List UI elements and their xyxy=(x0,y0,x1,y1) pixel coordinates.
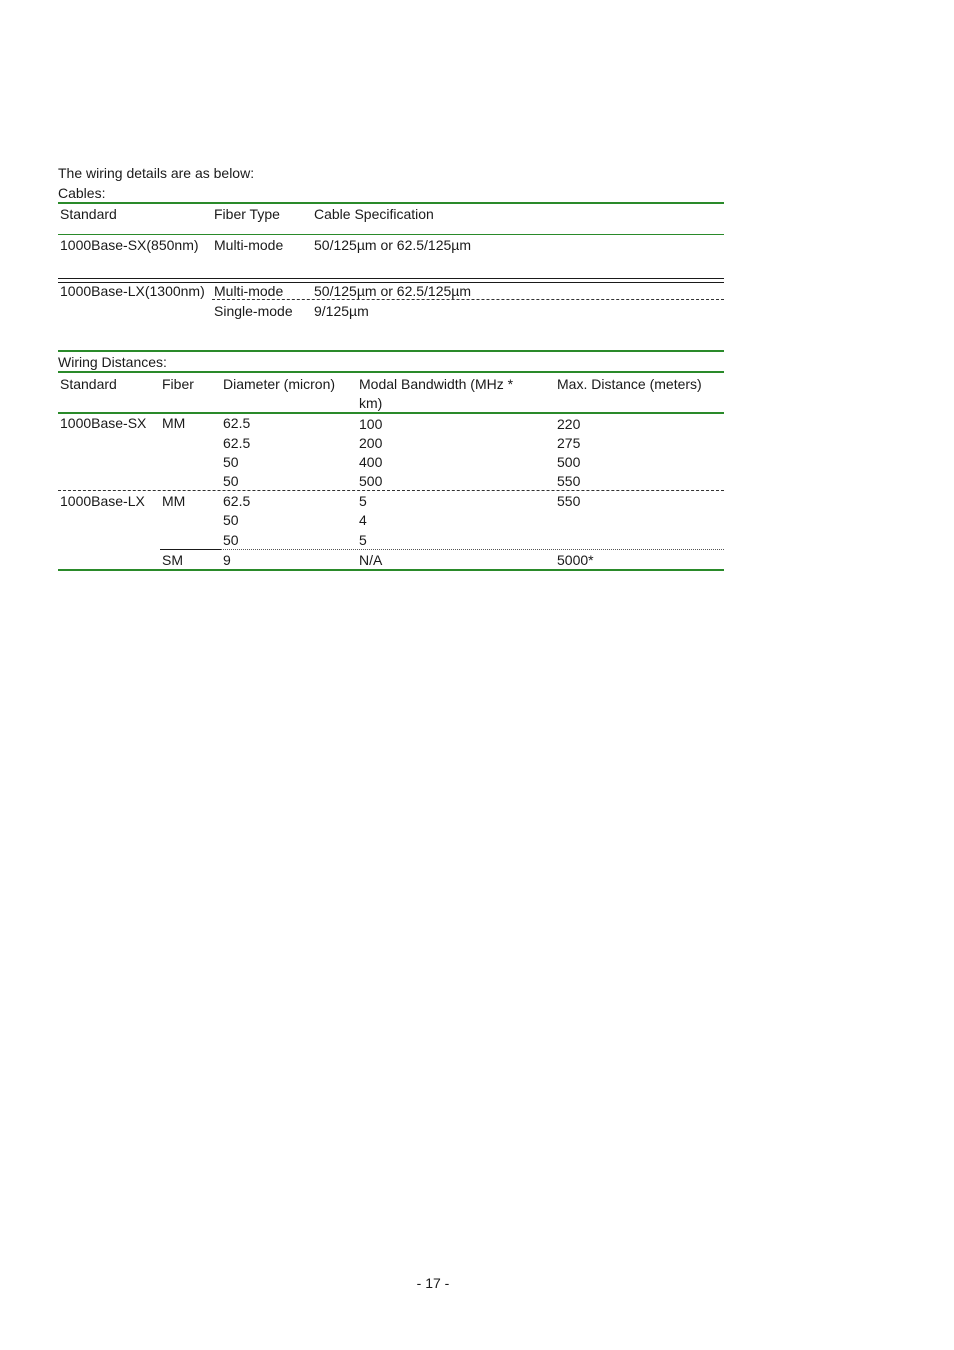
intro-text: The wiring details are as below: xyxy=(58,165,255,181)
cell-bandwidth: 5 xyxy=(359,493,367,509)
cell-bandwidth: 100 xyxy=(359,416,383,432)
cell-distance: 275 xyxy=(557,435,581,451)
cell-bandwidth: 500 xyxy=(359,473,383,489)
header-fiber-type: Fiber Type xyxy=(214,206,280,222)
cell-distance: 5000* xyxy=(557,552,594,568)
table-rule xyxy=(58,202,724,204)
cell-spec: 9/125µm xyxy=(314,303,369,319)
cell-bandwidth: 200 xyxy=(359,435,383,451)
row-divider xyxy=(212,299,724,300)
header-standard: Standard xyxy=(60,376,117,392)
header-divider xyxy=(58,412,724,414)
row-group-divider xyxy=(58,490,724,491)
cell-diameter: 62.5 xyxy=(223,415,251,431)
cell-fiber: MM xyxy=(162,493,186,509)
row-divider xyxy=(221,549,724,550)
table-rule xyxy=(58,371,724,373)
cell-diameter: 50 xyxy=(223,454,239,470)
table-rule xyxy=(58,569,724,571)
cell-bandwidth: 400 xyxy=(359,454,383,470)
cell-distance: 550 xyxy=(557,473,581,489)
cell-spec: 50/125µm or 62.5/125µm xyxy=(314,237,472,253)
cell-fiber-type: Single-mode xyxy=(214,303,293,319)
cell-fiber-type: Multi-mode xyxy=(214,283,284,299)
cell-distance: 500 xyxy=(557,454,581,470)
header-bandwidth: Modal Bandwidth (MHz * xyxy=(359,376,514,392)
cell-diameter: 62.5 xyxy=(223,493,251,509)
cell-diameter: 9 xyxy=(223,552,231,568)
cell-fiber-type: Multi-mode xyxy=(214,237,284,253)
row-divider xyxy=(160,549,221,550)
page-number: - 17 - xyxy=(416,1275,450,1291)
table-rule xyxy=(58,350,724,352)
cables-label: Cables: xyxy=(58,185,106,201)
header-fiber: Fiber xyxy=(162,376,194,392)
header-diameter: Diameter (micron) xyxy=(223,376,336,392)
cell-distance: 220 xyxy=(557,416,581,432)
cell-standard: 1000Base-SX(850nm) xyxy=(60,237,199,253)
cell-diameter: 50 xyxy=(223,473,239,489)
header-max-distance: Max. Distance (meters) xyxy=(557,376,702,392)
cell-fiber: SM xyxy=(162,552,183,568)
cell-diameter: 62.5 xyxy=(223,435,251,451)
cell-distance: 550 xyxy=(557,493,581,509)
header-standard: Standard xyxy=(60,206,117,222)
cell-spec: 50/125µm or 62.5/125µm xyxy=(314,283,472,299)
cell-standard: 1000Base-LX(1300nm) xyxy=(60,283,205,299)
cell-standard: 1000Base-LX xyxy=(60,493,145,509)
cell-standard: 1000Base-SX xyxy=(60,415,147,431)
header-bandwidth-unit: km) xyxy=(359,395,383,411)
cell-diameter: 50 xyxy=(223,512,239,528)
cell-fiber: MM xyxy=(162,415,186,431)
cell-bandwidth: 5 xyxy=(359,532,367,548)
header-cable-spec: Cable Specification xyxy=(314,206,434,222)
cell-bandwidth: 4 xyxy=(359,512,367,528)
cell-bandwidth: N/A xyxy=(359,552,383,568)
distances-label: Wiring Distances: xyxy=(58,354,167,370)
header-divider xyxy=(58,234,724,235)
cell-diameter: 50 xyxy=(223,532,239,548)
